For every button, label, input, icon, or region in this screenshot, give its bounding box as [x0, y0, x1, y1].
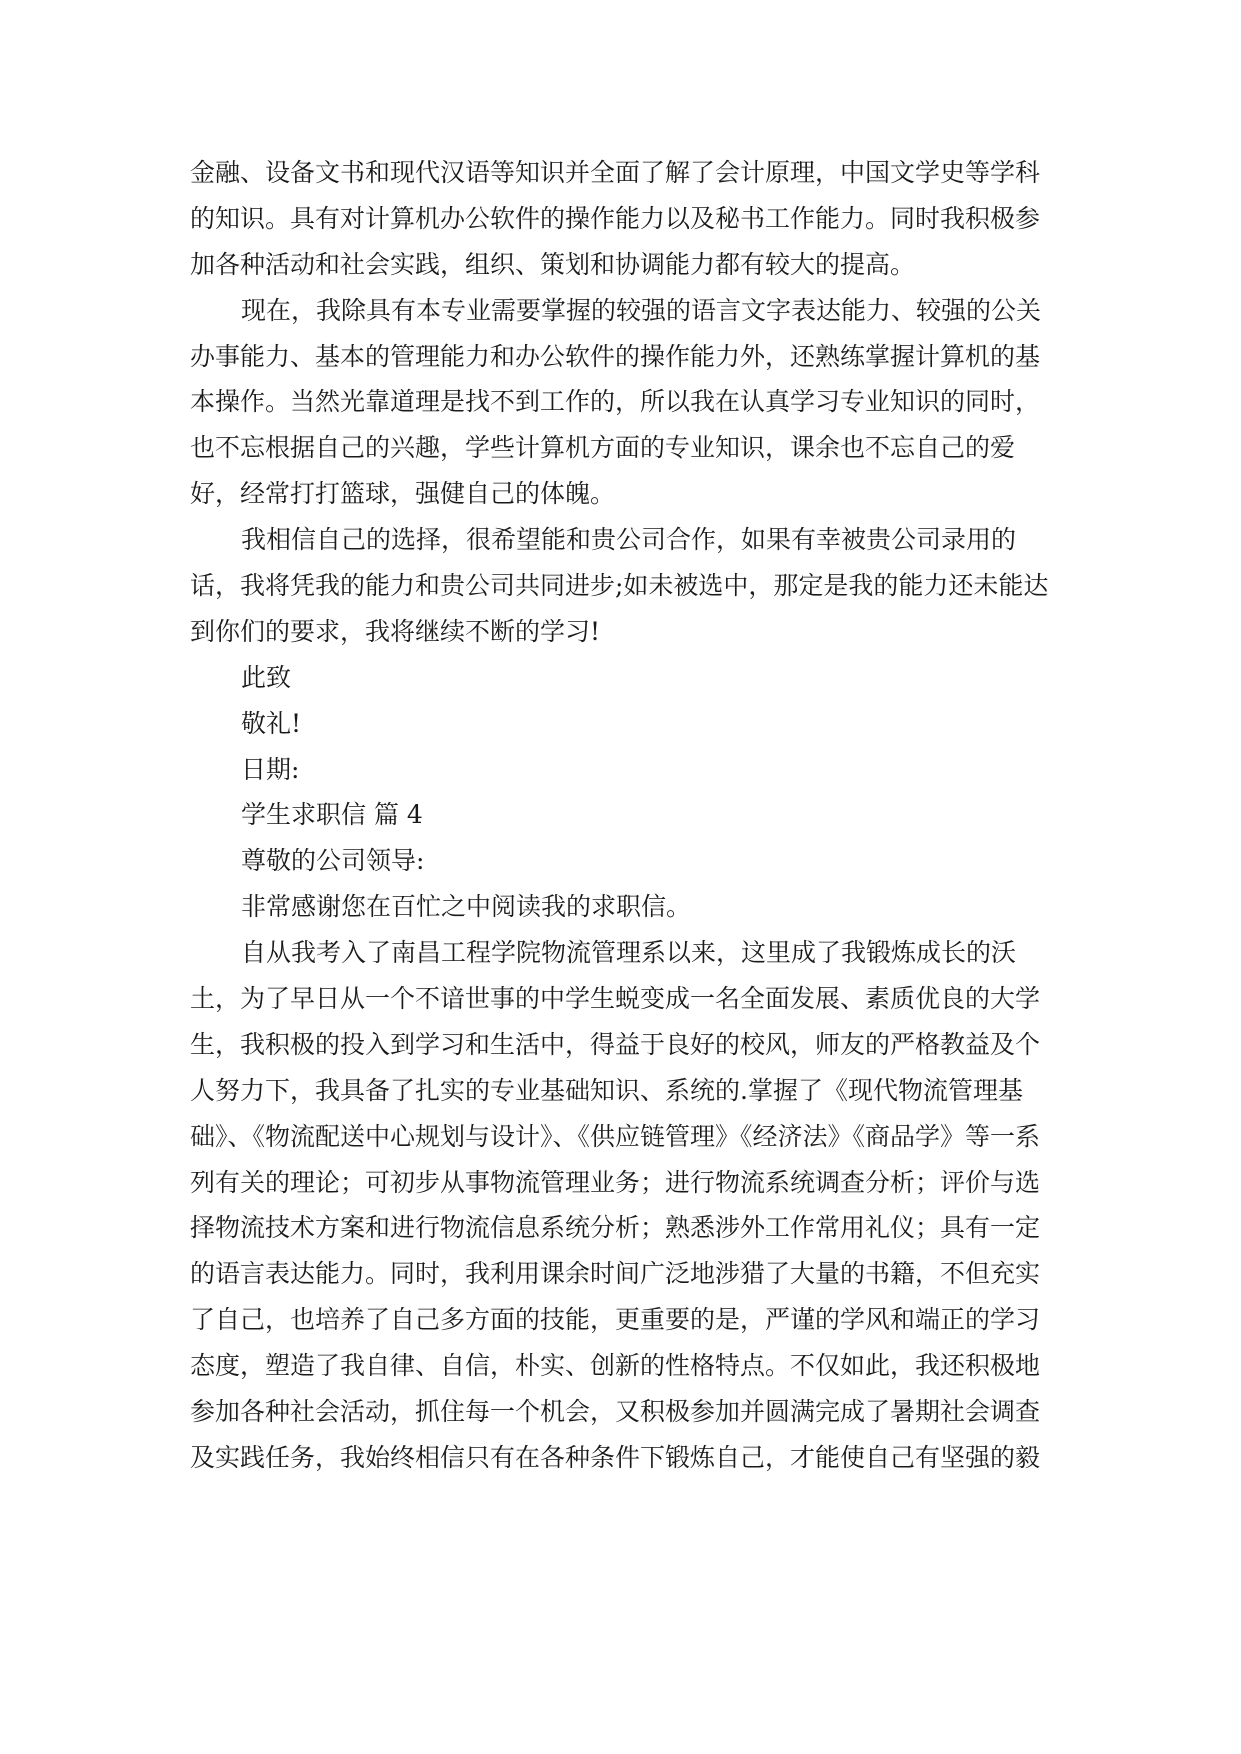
text-line: 好，经常打打篮球，强健自己的体魄。	[190, 479, 616, 509]
text-line: 金融、设备文书和现代汉语等知识并全面了解了会计原理，中国文学史等学科	[190, 158, 1041, 187]
text-line: 础》、《物流配送中心规划与设计》、《供应链管理》《经济法》《商品学》等一系	[190, 1121, 1041, 1151]
text-line: 尊敬的公司领导:	[241, 846, 425, 876]
text-line: 的知识。具有对计算机办公软件的操作能力以及秘书工作能力。同时我积极参	[190, 203, 1041, 233]
text-line: 办事能力、基本的管理能力和办公软件的操作能力外，还熟练掌握计算机的基	[190, 341, 1041, 371]
text-line: 自从我考入了南昌工程学院物流管理系以来，这里成了我锻炼成长的沃	[241, 938, 1017, 968]
text-line: 择物流技术方案和进行物流信息系统分析；熟悉涉外工作常用礼仪；具有一定	[190, 1213, 1041, 1243]
text-line: 也不忘根据自己的兴趣，学些计算机方面的专业知识，课余也不忘自己的爱	[190, 433, 1016, 463]
text-line: 现在，我除具有本专业需要掌握的较强的语言文字表达能力、较强的公关	[241, 295, 1042, 325]
text-line: 的语言表达能力。同时，我利用课余时间广泛地涉猎了大量的书籍，不但充实	[190, 1259, 1041, 1289]
text-line: 此致	[241, 662, 292, 692]
text-line: 了自己，也培养了自己多方面的技能，更重要的是，严谨的学风和端正的学习	[190, 1305, 1041, 1335]
text-line: 态度，塑造了我自律、自信，朴实、创新的性格特点。不仅如此，我还积极地	[190, 1351, 1041, 1381]
text-line: 到你们的要求，我将继续不断的学习!	[190, 616, 601, 646]
text-line: 敬礼!	[241, 708, 302, 738]
text-line: 人努力下，我具备了扎实的专业基础知识、系统的.掌握了《现代物流管理基	[190, 1075, 1023, 1105]
text-line: 及实践任务，我始终相信只有在各种条件下锻炼自己，才能使自己有坚强的毅	[190, 1442, 1041, 1472]
text-line: 学生求职信 篇 4	[241, 800, 423, 830]
text-line: 列有关的理论；可初步从事物流管理业务；进行物流系统调查分析；评价与选	[190, 1167, 1041, 1197]
text-line: 生，我积极的投入到学习和生活中，得益于良好的校风，师友的严格教益及个	[190, 1029, 1041, 1059]
text-line: 日期:	[241, 754, 300, 784]
text-line: 参加各种社会活动，抓住每一个机会，又积极参加并圆满完成了暑期社会调查	[190, 1397, 1041, 1427]
text-line: 话，我将凭我的能力和贵公司共同进步;如未被选中，那定是我的能力还未能达	[190, 571, 1049, 601]
text-line: 我相信自己的选择，很希望能和贵公司合作，如果有幸被贵公司录用的	[241, 525, 1017, 555]
text-line: 非常感谢您在百忙之中阅读我的求职信。	[241, 892, 692, 922]
document-body	[190, 150, 1060, 1481]
text-line: 土，为了早日从一个不谙世事的中学生蜕变成一名全面发展、素质优良的大学	[190, 984, 1041, 1014]
text-line: 本操作。当然光靠道理是找不到工作的，所以我在认真学习专业知识的同时，	[190, 387, 1041, 417]
text-line: 加各种活动和社会实践，组织、策划和协调能力都有较大的提高。	[190, 249, 916, 279]
